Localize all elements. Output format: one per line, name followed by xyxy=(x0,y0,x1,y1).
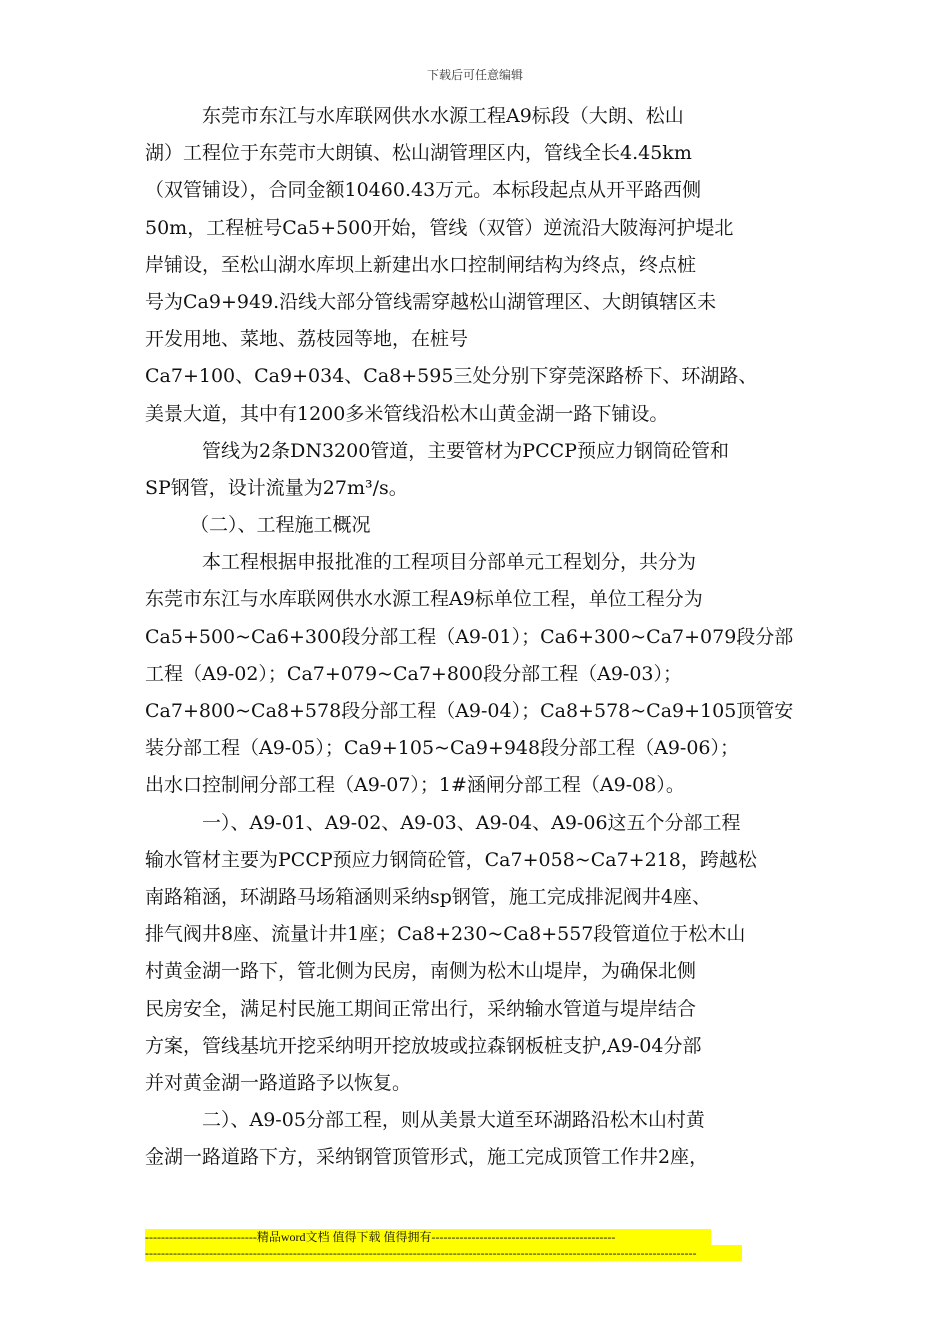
text-line: （双管铺设），合同金额10460.43万元。本标段起点从开平路西侧 xyxy=(145,179,702,202)
text-line: 民房安全，满足村民施工期间正常出行，采纳输水管道与堤岸结合 xyxy=(145,997,697,1020)
section-title: （二）、工程施工概况 xyxy=(190,514,371,537)
text-line: 并对黄金湖一路道路予以恢复。 xyxy=(145,1071,412,1094)
paragraph-division xyxy=(145,544,810,804)
text-line: 东莞市东江与水库联网供水水源工程A9标段（大朗、松山 xyxy=(202,105,684,127)
paragraph-subsection-one xyxy=(145,805,810,1103)
text-line: 出水口控制闸分部工程（A9-07）；1#涵闸分部工程（A9-08）。 xyxy=(145,774,685,797)
text-line: Ca7+100、Ca9+034、Ca8+595三处分别下穿莞深路桥下、环湖路、 xyxy=(145,365,758,388)
text-line: SP钢管，设计流量为27m³/s。 xyxy=(145,476,408,499)
text-line: 本工程根据申报批准的工程项目分部单元工程划分，共分为 xyxy=(202,551,697,574)
paragraph-subsection-two xyxy=(145,1102,810,1176)
document-body xyxy=(145,98,810,1176)
footer-banner: ----------------------------精品word文档 值得下载 值得拥有---------------------------------------------- xyxy=(145,1229,711,1245)
text-line: 二）、A9-05分部工程，则从美景大道至环湖路沿松木山村黄 xyxy=(202,1109,705,1132)
text-line: 装分部工程（A9-05）；Ca9+105~Ca9+948段分部工程（A9-06）； xyxy=(145,737,740,760)
text-line: 金湖一路道路下方，采纳钢管顶管形式，施工完成顶管工作井2座， xyxy=(145,1146,709,1169)
text-line: 号为Ca9+949.沿线大部分管线需穿越松山湖管理区、大朗镇辖区未 xyxy=(145,290,717,313)
text-line: 输水管材主要为PCCP预应力钢筒砼管，Ca7+058~Ca7+218，跨越松 xyxy=(145,848,757,871)
text-line: 开发用地、菜地、荔枝园等地，在桩号 xyxy=(145,328,469,351)
text-line: 管线为2条DN3200管道，主要管材为PCCP预应力钢筒砼管和 xyxy=(202,439,729,462)
footer-divider: ------------------------------------------------------------------------------------------------------------------------------------------ xyxy=(145,1245,742,1261)
paragraph-pipeline-spec xyxy=(145,433,810,507)
text-line: 村黄金湖一路下，管北侧为民房，南侧为松木山堤岸，为确保北侧 xyxy=(145,960,697,983)
text-line: 东莞市东江与水库联网供水水源工程A9标单位工程，单位工程分为 xyxy=(145,588,703,611)
text-line: 南路箱涵，环湖路马场箱涵则采纳sp钢管，施工完成排泥阀井4座、 xyxy=(145,885,712,908)
text-line: 美景大道，其中有1200多米管线沿松木山黄金湖一路下铺设。 xyxy=(145,402,669,425)
text-line: 湖）工程位于东莞市大朗镇、松山湖管理区内，管线全长4.45km xyxy=(145,142,692,165)
paragraph-project-overview xyxy=(145,98,810,433)
text-line: 一）、A9-01、A9-02、A9-03、A9-04、A9-06这五个分部工程 xyxy=(202,811,741,834)
text-line: 50m，工程桩号Ca5+500开始，管线（双管）逆流沿大陂海河护堤北 xyxy=(145,216,734,239)
section-heading xyxy=(145,507,810,544)
page-header: 下载后可任意编辑 xyxy=(426,68,523,82)
text-line: 排气阀井8座、流量计井1座；Ca8+230~Ca8+557段管道位于松木山 xyxy=(145,923,746,946)
page-footer xyxy=(145,1229,742,1261)
text-line: 工程（A9-02）；Ca7+079~Ca7+800段分部工程（A9-03）； xyxy=(145,662,683,685)
text-line: Ca7+800~Ca8+578段分部工程（A9-04）；Ca8+578~Ca9+105顶管安 xyxy=(145,700,794,722)
text-line: 方案，管线基坑开挖采纳明开挖放坡或拉森钢板桩支护,A9-04分部 xyxy=(145,1034,702,1057)
text-line: 岸铺设，至松山湖水库坝上新建出水口控制闸结构为终点，终点桩 xyxy=(145,253,697,276)
text-line: Ca5+500~Ca6+300段分部工程（A9-01）；Ca6+300~Ca7+079段分部 xyxy=(145,625,794,648)
